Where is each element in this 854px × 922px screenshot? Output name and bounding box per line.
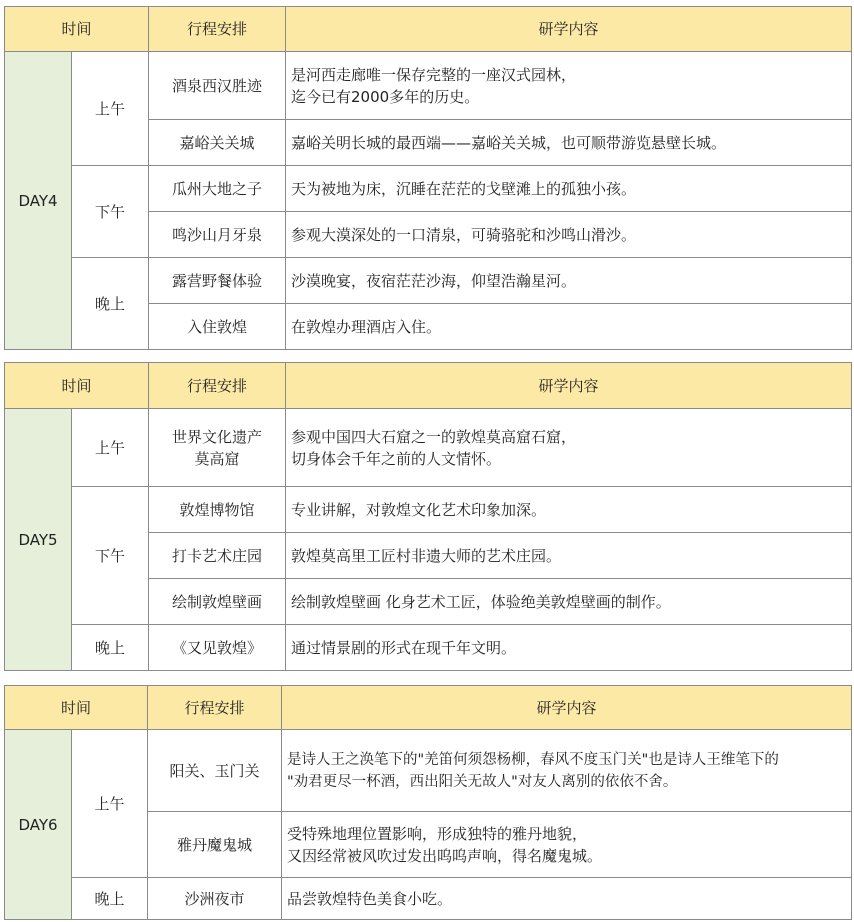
header-content: 研学内容 [286,363,852,409]
table-row [5,166,852,212]
activity-name: 入住敦煌 [149,304,286,350]
activity-description: 专业讲解，对敦煌文化艺术印象加深。 [286,487,852,533]
activity-name: 鸣沙山月牙泉 [149,212,286,258]
itinerary-table-day4 [4,6,852,350]
period-label: 晚上 [72,625,149,671]
period-label: 晚上 [72,878,148,920]
activity-description: 是诗人王之涣笔下的"羌笛何须怨杨柳，春风不度玉门关"也是诗人王维笔下的 "劝君更尽一杯酒，西出阳关无故人"对友人离别的依依不舍。 [282,730,852,812]
table-row [5,409,852,487]
table-row [5,878,852,920]
header-row [5,686,852,730]
activity-name: 瓜州大地之子 [149,166,286,212]
activity-description: 品尝敦煌特色美食小吃。 [282,878,852,920]
period-label: 上午 [72,409,149,487]
header-row [5,363,852,409]
period-label: 晚上 [72,258,149,350]
activity-name: 露营野餐体验 [149,258,286,304]
itinerary-table-day6 [4,685,852,920]
activity-description: 敦煌莫高里工匠村非遗大师的艺术庄园。 [286,533,852,579]
period-label: 上午 [72,52,149,166]
activity-name: 《又见敦煌》 [149,625,286,671]
activity-description: 参观大漠深处的一口清泉，可骑骆驼和沙鸣山滑沙。 [286,212,852,258]
activity-description: 绘制敦煌壁画 化身艺术工匠，体验绝美敦煌壁画的制作。 [286,579,852,625]
activity-name: 酒泉西汉胜迹 [149,52,286,120]
header-time: 时间 [5,7,149,52]
activity-name: 沙洲夜市 [148,878,282,920]
activity-description: 通过情景剧的形式在现千年文明。 [286,625,852,671]
activity-name: 打卡艺术庄园 [149,533,286,579]
activity-description: 嘉峪关明长城的最西端——嘉峪关关城，也可顺带游览悬壁长城。 [286,120,852,166]
activity-name: 绘制敦煌壁画 [149,579,286,625]
period-label: 下午 [72,487,149,625]
activity-name: 敦煌博物馆 [149,487,286,533]
header-time: 时间 [5,363,149,409]
header-row [5,7,852,52]
table-row [5,258,852,304]
table-row [5,52,852,120]
period-label: 下午 [72,166,149,258]
activity-description: 参观中国四大石窟之一的敦煌莫高窟石窟， 切身体会千年之前的人文情怀。 [286,409,852,487]
header-content: 研学内容 [282,686,852,730]
day-label: DAY5 [5,409,72,671]
header-plan: 行程安排 [149,363,286,409]
activity-name: 阳关、玉门关 [148,730,282,812]
itinerary-table-day5 [4,362,852,671]
activity-description: 沙漠晚宴，夜宿茫茫沙海，仰望浩瀚星河。 [286,258,852,304]
period-label: 上午 [72,730,148,878]
activity-name: 世界文化遗产 莫高窟 [149,409,286,487]
table-row [5,730,852,812]
activity-description: 天为被地为床，沉睡在茫茫的戈壁滩上的孤独小孩。 [286,166,852,212]
activity-description: 在敦煌办理酒店入住。 [286,304,852,350]
header-plan: 行程安排 [148,686,282,730]
activity-name: 嘉峪关关城 [149,120,286,166]
day-label: DAY6 [5,730,72,920]
activity-name: 雅丹魔鬼城 [148,812,282,878]
header-plan: 行程安排 [149,7,286,52]
header-time: 时间 [5,686,148,730]
activity-description: 是河西走廊唯一保存完整的一座汉式园林， 迄今已有2000多年的历史。 [286,52,852,120]
header-content: 研学内容 [286,7,852,52]
table-row [5,487,852,533]
day-label: DAY4 [5,52,72,350]
table-row [5,625,852,671]
activity-description: 受特殊地理位置影响，形成独特的雅丹地貌， 又因经常被风吹过发出呜呜声响，得名魔鬼城。 [282,812,852,878]
